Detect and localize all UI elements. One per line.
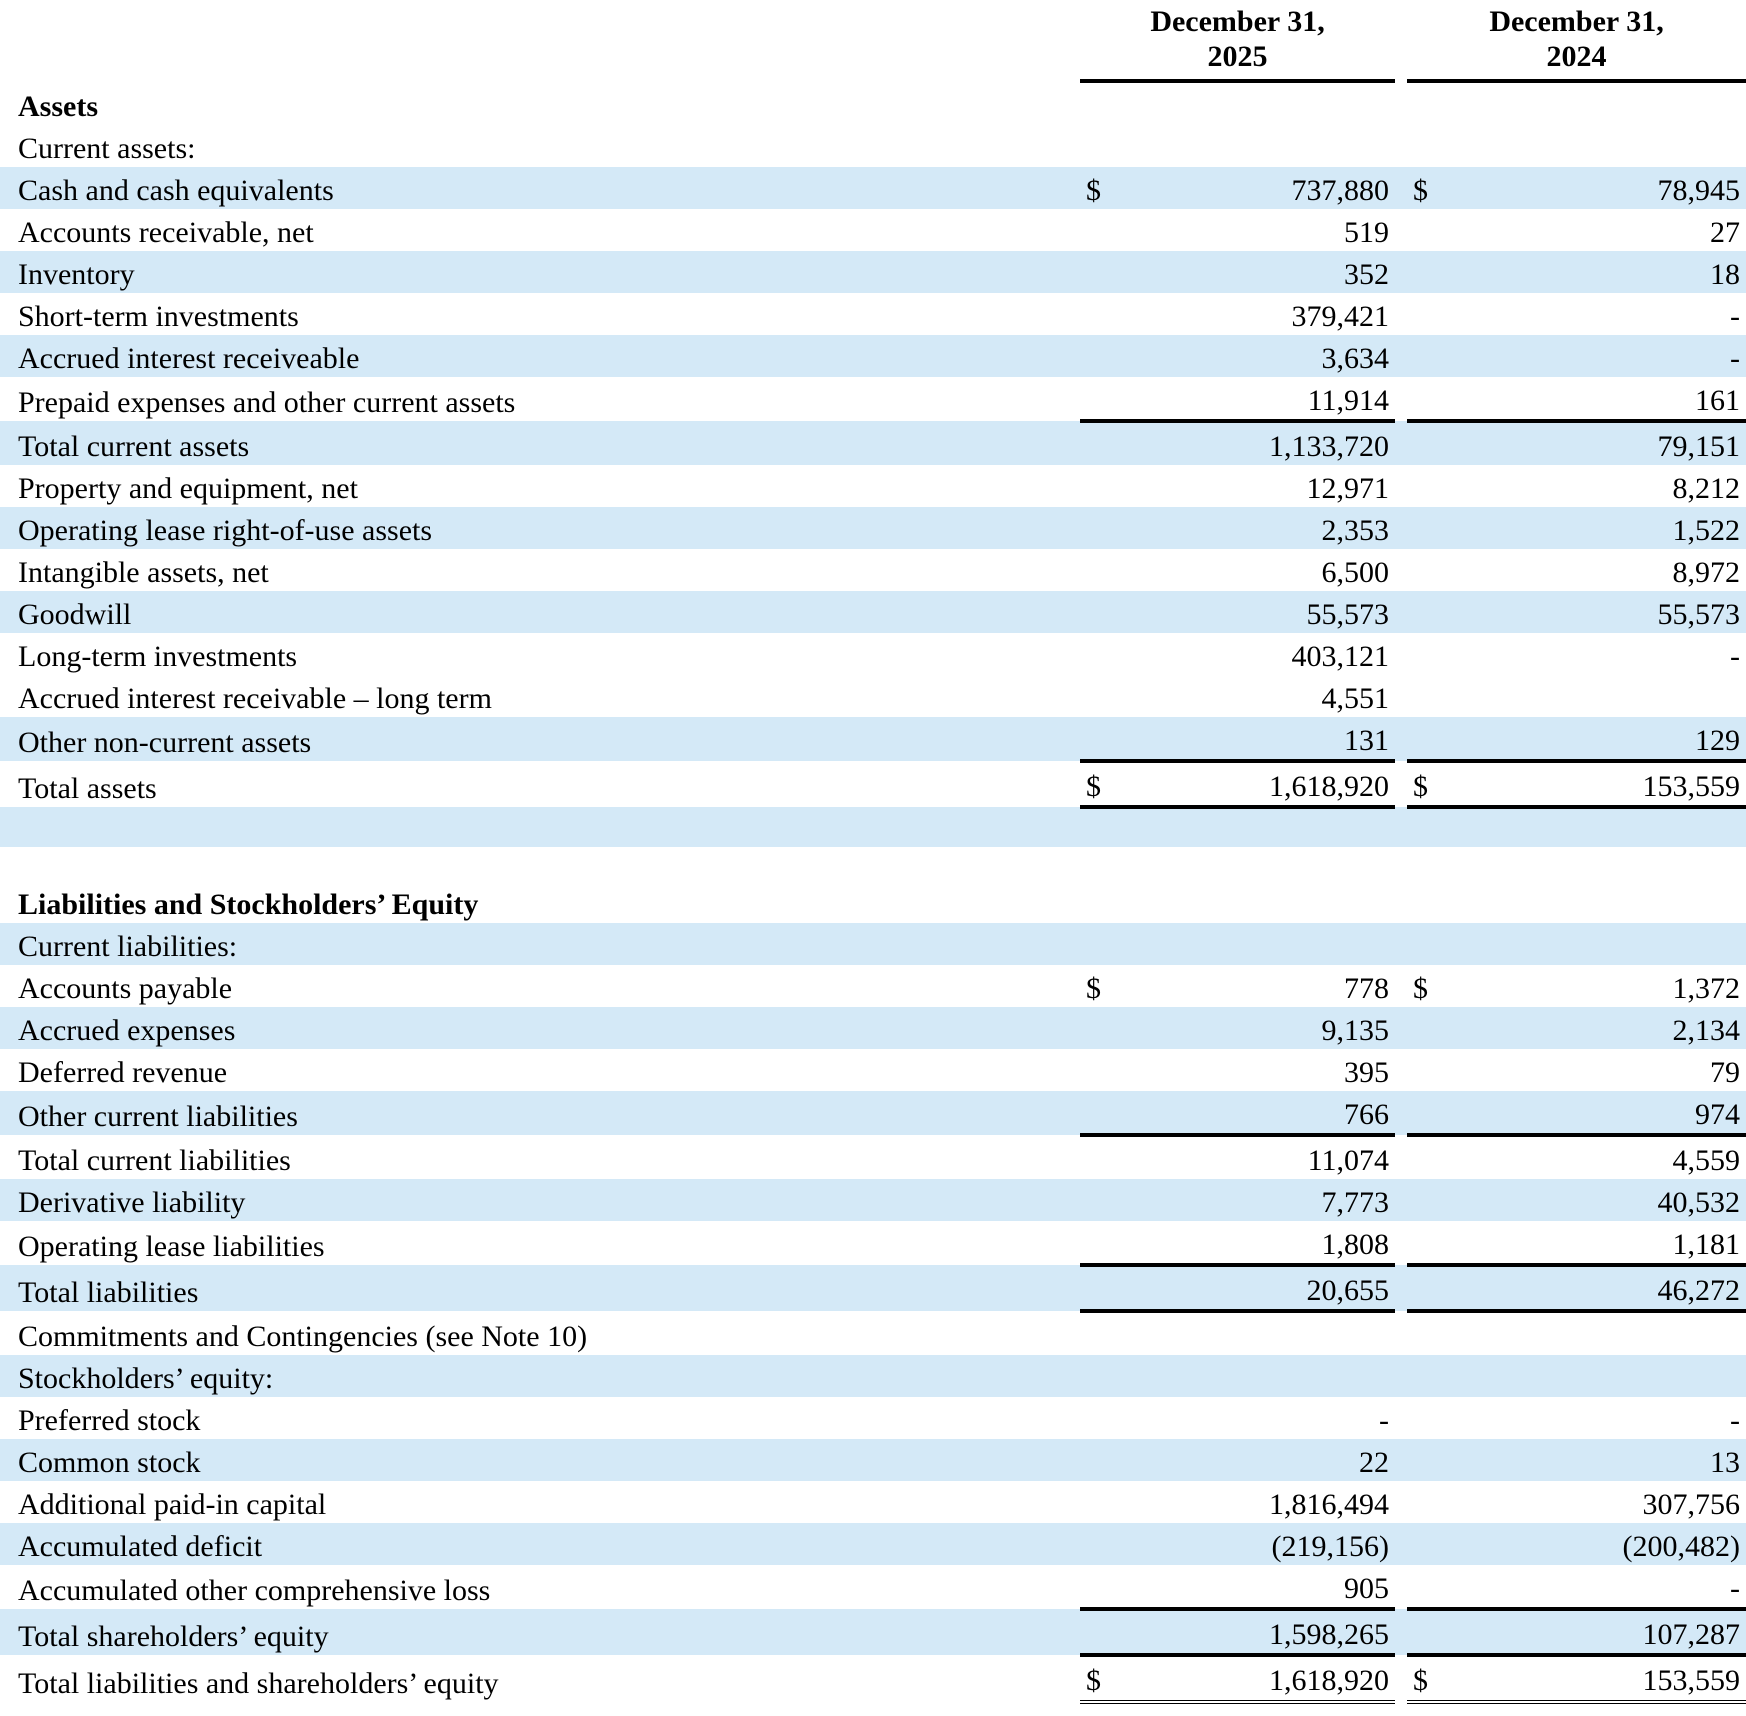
cell-empty: [1467, 923, 1746, 965]
cell-empty: [1407, 807, 1467, 847]
row-value-2025-goodwill: 55,573: [1140, 591, 1395, 633]
row-label-prepaid: Prepaid expenses and other current assets: [18, 385, 516, 419]
row-label-operating-lease-liabilities: Operating lease liabilities: [18, 1229, 325, 1263]
cell-gap: [1395, 1481, 1407, 1523]
cell-empty: [1467, 847, 1746, 881]
cell-gap: [1395, 1397, 1407, 1439]
column-header-2025: [1080, 0, 1395, 81]
row-currency-2024-deferred-revenue: [1407, 1049, 1467, 1091]
row-currency-2025-total-current-assets: [1080, 421, 1140, 465]
cell-gap: [1395, 1311, 1407, 1355]
cell-empty: [1080, 1355, 1140, 1397]
row-currency-2025-lti: [1080, 633, 1140, 675]
row-value-2025-aocl: 905: [1140, 1565, 1395, 1609]
table-row: [0, 1221, 1746, 1265]
row-value-2024-total-current-assets: 79,151: [1467, 421, 1746, 465]
row-value-2025-ar: 519: [1344, 215, 1389, 249]
row-value-2025-other-current-liabilities: 766: [1140, 1091, 1395, 1135]
row-label-intangible: Intangible assets, net: [18, 555, 269, 589]
row-label-other-current-liabilities: Other current liabilities: [0, 1091, 1080, 1135]
cell-gap: [1395, 251, 1407, 293]
row-value-2024-derivative-liability: 40,532: [1467, 1179, 1746, 1221]
cell-gap: [1395, 847, 1407, 881]
row-currency-2025-ppe: [1080, 465, 1140, 507]
row-value-2024-total-liabilities-and-equity: 153,559: [1467, 1655, 1746, 1702]
subsection-heading-stockholders-equity-row: [0, 1355, 1746, 1397]
spacer-row: [0, 807, 1746, 847]
subsection-heading-current-assets: Current assets:: [18, 131, 196, 165]
row-value-2025-preferred-stock: -: [1379, 1403, 1389, 1437]
row-label-ap: Accounts payable: [18, 971, 233, 1005]
row-currency-2024-accrued-expenses: [1407, 1007, 1467, 1049]
row-currency-2025-total-liabilities-and-equity: $: [1080, 1655, 1140, 1702]
row-label-total-liabilities-and-equity: Total liabilities and shareholders’ equity: [18, 1666, 499, 1700]
row-currency-2025-other-current-liabilities: [1080, 1091, 1140, 1135]
cell-empty: [1407, 847, 1467, 881]
cell-gap: [1395, 125, 1407, 167]
table-row: [0, 507, 1746, 549]
cell-empty: [1140, 125, 1395, 167]
table-row: [0, 549, 1746, 591]
cell-empty: [1467, 81, 1746, 125]
row-label-aocl: Accumulated other comprehensive loss: [18, 1573, 491, 1607]
row-currency-2025-aocl: [1080, 1565, 1140, 1609]
row-label-other-noncurrent: Other non-current assets: [0, 717, 1080, 761]
row-value-2025-accumulated-deficit: (219,156): [1140, 1523, 1395, 1565]
row-label-accrued-expenses: Accrued expenses: [0, 1007, 1080, 1049]
cell-empty: [1407, 125, 1467, 167]
row-value-2025-common-stock: 22: [1140, 1439, 1395, 1481]
row-label-total-current-assets: Total current assets: [0, 421, 1080, 465]
row-currency-2025-total-current-liabilities: [1080, 1135, 1140, 1179]
row-value-2024-other-noncurrent: 129: [1467, 717, 1746, 761]
table-row: [0, 965, 1746, 1007]
cell-gap: [1395, 549, 1407, 591]
header-2025-line2: 2025: [1207, 40, 1268, 74]
row-value-2025-prepaid: 11,914: [1140, 377, 1395, 421]
cell-gap: [1395, 1049, 1407, 1091]
cell-empty: [1080, 847, 1140, 881]
row-label-rou: Operating lease right-of-use assets: [0, 507, 1080, 549]
cell-empty: [1080, 807, 1140, 847]
row-value-2024-operating-lease-liabilities: 1,181: [1467, 1221, 1746, 1265]
cell-empty: [0, 807, 1080, 847]
table-row: [0, 167, 1746, 209]
row-value-2025-cash: 737,880: [1140, 167, 1395, 209]
section-heading-assets: Assets: [18, 89, 98, 123]
row-value-2024-preferred-stock: -: [1730, 1403, 1740, 1437]
subtotal-row-total-liabilities: [0, 1265, 1746, 1311]
row-value-2024-accrued-interest-lt: [1467, 675, 1746, 717]
subsection-heading-current-liabilities: Current liabilities:: [0, 923, 1080, 965]
table-row: [0, 675, 1746, 717]
subsection-heading-current-liabilities-row: [0, 923, 1746, 965]
row-value-2025-total-liabilities-and-equity: 1,618,920: [1140, 1655, 1395, 1702]
row-value-2024-cash: 78,945: [1467, 167, 1746, 209]
cell-gap: [1395, 1091, 1407, 1135]
table-row: [0, 293, 1746, 335]
row-label-accrued-interest: Accrued interest receiveable: [0, 335, 1080, 377]
cell-gap: [1395, 377, 1407, 421]
table-row: [0, 1523, 1746, 1565]
cell-empty: [1407, 1355, 1467, 1397]
column-header-2024: [1407, 0, 1746, 81]
row-value-2025-total-current-assets: 1,133,720: [1140, 421, 1395, 465]
cell-empty: [1080, 923, 1140, 965]
row-currency-2025-common-stock: [1080, 1439, 1140, 1481]
row-value-2024-accrued-expenses: 2,134: [1467, 1007, 1746, 1049]
table-row: [0, 1565, 1746, 1609]
row-value-2025-ppe: 12,971: [1306, 471, 1389, 505]
cell-gap: [1395, 465, 1407, 507]
row-currency-2024-inventory: [1407, 251, 1467, 293]
row-currency-2025-total-shareholders-equity: [1080, 1609, 1140, 1655]
row-value-2025-sti: 379,421: [1291, 299, 1389, 333]
row-value-2025-rou: 2,353: [1140, 507, 1395, 549]
cell-empty: [1140, 881, 1395, 923]
table-row: [0, 465, 1746, 507]
grand-total-row: [0, 1655, 1746, 1702]
row-currency-2024-lti: [1407, 633, 1467, 675]
row-value-2024-total-liabilities: 46,272: [1467, 1265, 1746, 1311]
row-currency-2025-accrued-interest-lt: [1080, 675, 1140, 717]
row-value-2024-accumulated-deficit: (200,482): [1467, 1523, 1746, 1565]
row-value-2024-goodwill: 55,573: [1467, 591, 1746, 633]
row-currency-2024-goodwill: [1407, 591, 1467, 633]
row-label-preferred-stock: Preferred stock: [18, 1403, 201, 1437]
cell-empty: [0, 847, 1080, 881]
row-value-2024-aocl: -: [1467, 1565, 1746, 1609]
row-value-2024-total-assets: 153,559: [1467, 761, 1746, 807]
row-value-2024-rou: 1,522: [1467, 507, 1746, 549]
table-row: [0, 1091, 1746, 1135]
cell-gap: [1395, 1523, 1407, 1565]
cell-empty: [1467, 125, 1746, 167]
header-2024-line1: December 31,: [1489, 5, 1664, 38]
cell-gap: [1395, 1609, 1407, 1655]
subtotal-row-total-shareholders-equity: [0, 1609, 1746, 1655]
cell-empty: [1467, 1311, 1746, 1355]
row-value-2025-total-liabilities: 20,655: [1140, 1265, 1395, 1311]
row-currency-2024-total-current-liabilities: [1407, 1135, 1467, 1179]
row-currency-2025-goodwill: [1080, 591, 1140, 633]
cell-gap: [1395, 1265, 1407, 1311]
row-value-2025-operating-lease-liabilities: 1,808: [1140, 1221, 1395, 1265]
row-label-total-current-liabilities: Total current liabilities: [18, 1143, 291, 1177]
row-currency-2025-total-liabilities: [1080, 1265, 1140, 1311]
row-currency-2025-ar: [1080, 209, 1140, 251]
row-label-deferred-revenue: Deferred revenue: [18, 1055, 228, 1089]
row-currency-2025-other-noncurrent: [1080, 717, 1140, 761]
row-label-ppe: Property and equipment, net: [18, 471, 358, 505]
row-currency-2025-accumulated-deficit: [1080, 1523, 1140, 1565]
row-value-2025-total-current-liabilities: 11,074: [1307, 1143, 1389, 1177]
row-currency-2025-intangible: [1080, 549, 1140, 591]
cell-gap: [1395, 1007, 1407, 1049]
row-value-2024-total-current-liabilities: 4,559: [1672, 1143, 1740, 1177]
row-label-ar: Accounts receivable, net: [18, 215, 314, 249]
row-currency-2025-preferred-stock: [1080, 1397, 1140, 1439]
header-2025-line1: December 31,: [1150, 5, 1325, 38]
row-value-2025-inventory: 352: [1140, 251, 1395, 293]
row-value-2024-total-shareholders-equity: 107,287: [1467, 1609, 1746, 1655]
cell-gap: [1395, 421, 1407, 465]
row-currency-2024-cash: $: [1407, 167, 1467, 209]
cell-empty: [1467, 881, 1746, 923]
row-currency-2024-accrued-interest: [1407, 335, 1467, 377]
table-row: [0, 717, 1746, 761]
row-value-2025-other-noncurrent: 131: [1140, 717, 1395, 761]
cell-gap: [1395, 1565, 1407, 1609]
header-2024-line2: 2024: [1546, 40, 1607, 74]
row-currency-2025-rou: [1080, 507, 1140, 549]
row-currency-2024-ppe: [1407, 465, 1467, 507]
cell-gap: [1395, 1179, 1407, 1221]
table-row: [0, 1481, 1746, 1523]
table-row: [0, 1439, 1746, 1481]
row-value-2024-intangible: 8,972: [1672, 555, 1740, 589]
row-currency-2024-total-liabilities: [1407, 1265, 1467, 1311]
row-currency-2024-preferred-stock: [1407, 1397, 1467, 1439]
row-value-2024-common-stock: 13: [1467, 1439, 1746, 1481]
cell-empty: [1140, 1355, 1395, 1397]
row-value-2024-ap: 1,372: [1672, 971, 1740, 1005]
row-value-2024-sti: -: [1730, 299, 1740, 333]
row-currency-2024-total-shareholders-equity: [1407, 1609, 1467, 1655]
row-value-2024-accrued-interest: -: [1467, 335, 1746, 377]
row-currency-2024-sti: [1407, 293, 1467, 335]
row-currency-2024-total-liabilities-and-equity: $: [1407, 1655, 1467, 1702]
row-currency-2024-aocl: [1407, 1565, 1467, 1609]
cell-empty: [1140, 1311, 1395, 1355]
row-currency-2024-rou: [1407, 507, 1467, 549]
subtotal-row-total-current-liabilities: [0, 1135, 1746, 1179]
row-label-apic: Additional paid-in capital: [18, 1487, 327, 1521]
row-currency-2024-apic: [1407, 1481, 1467, 1523]
table-row: [0, 377, 1746, 421]
cell-empty: [1407, 923, 1467, 965]
row-label-total-liabilities: Total liabilities: [0, 1265, 1080, 1311]
row-value-2024-inventory: 18: [1467, 251, 1746, 293]
cell-gap: [1395, 807, 1407, 847]
table-header-row: [0, 0, 1746, 81]
row-currency-2025-prepaid: [1080, 377, 1140, 421]
row-label-accumulated-deficit: Accumulated deficit: [0, 1523, 1080, 1565]
cell-empty: [1467, 1355, 1746, 1397]
row-label-total-assets: Total assets: [18, 771, 157, 805]
cell-gap: [1395, 965, 1407, 1007]
cell-gap: [1395, 1439, 1407, 1481]
row-currency-2024-accrued-interest-lt: [1407, 675, 1467, 717]
cell-gap: [1395, 81, 1407, 125]
cell-gap: [1395, 717, 1407, 761]
row-currency-2025-accrued-interest: [1080, 335, 1140, 377]
cell-gap: [1395, 209, 1407, 251]
cell-empty: [1140, 81, 1395, 125]
cell-gap: [1395, 167, 1407, 209]
row-currency-2024-common-stock: [1407, 1439, 1467, 1481]
section-heading-liabilities: Liabilities and Stockholders’ Equity: [18, 887, 479, 921]
row-value-2024-other-current-liabilities: 974: [1467, 1091, 1746, 1135]
cell-empty: [1080, 125, 1140, 167]
table-row: [0, 251, 1746, 293]
cell-empty: [1140, 807, 1395, 847]
row-value-2025-deferred-revenue: 395: [1344, 1055, 1389, 1089]
row-currency-2024-other-current-liabilities: [1407, 1091, 1467, 1135]
table-row: [0, 1179, 1746, 1221]
section-heading-liabilities-row: [0, 881, 1746, 923]
commitments-row: [0, 1311, 1746, 1355]
row-currency-2024-total-current-assets: [1407, 421, 1467, 465]
table-row: [0, 591, 1746, 633]
subsection-heading-current-assets-row: [0, 125, 1746, 167]
row-currency-2024-ar: [1407, 209, 1467, 251]
row-currency-2025-cash: $: [1080, 167, 1140, 209]
cell-empty: [1407, 81, 1467, 125]
row-label-derivative-liability: Derivative liability: [0, 1179, 1080, 1221]
cell-gap: [1395, 335, 1407, 377]
row-currency-2025-derivative-liability: [1080, 1179, 1140, 1221]
cell-gap: [1395, 675, 1407, 717]
row-value-2025-accrued-interest-lt: 4,551: [1321, 681, 1389, 715]
row-label-goodwill: Goodwill: [0, 591, 1080, 633]
row-currency-2025-deferred-revenue: [1080, 1049, 1140, 1091]
cell-gap: [1395, 1221, 1407, 1265]
row-currency-2025-inventory: [1080, 251, 1140, 293]
row-currency-2025-accrued-expenses: [1080, 1007, 1140, 1049]
table-row: [0, 335, 1746, 377]
row-label-inventory: Inventory: [0, 251, 1080, 293]
cell-empty: [1467, 807, 1746, 847]
row-value-2025-apic: 1,816,494: [1269, 1487, 1389, 1521]
row-label-sti: Short-term investments: [18, 299, 299, 333]
row-currency-2024-other-noncurrent: [1407, 717, 1467, 761]
cell-gap: [1395, 1135, 1407, 1179]
row-value-2024-apic: 307,756: [1642, 1487, 1740, 1521]
subsection-heading-stockholders-equity: Stockholders’ equity:: [0, 1355, 1080, 1397]
row-value-2024-ppe: 8,212: [1672, 471, 1740, 505]
row-value-2024-deferred-revenue: 79: [1710, 1055, 1740, 1089]
row-currency-2024-derivative-liability: [1407, 1179, 1467, 1221]
row-label-cash: Cash and cash equivalents: [0, 167, 1080, 209]
row-value-2025-derivative-liability: 7,773: [1140, 1179, 1395, 1221]
cell-gap: [1395, 1355, 1407, 1397]
row-value-2025-accrued-interest: 3,634: [1140, 335, 1395, 377]
row-label-common-stock: Common stock: [0, 1439, 1080, 1481]
table-row: [0, 1397, 1746, 1439]
row-value-2025-accrued-expenses: 9,135: [1140, 1007, 1395, 1049]
header-spacer: [0, 0, 1080, 81]
row-value-2024-lti: -: [1730, 639, 1740, 673]
row-currency-2025-apic: [1080, 1481, 1140, 1523]
cell-gap: [1395, 881, 1407, 923]
row-value-2025-total-assets: 1,618,920: [1140, 761, 1395, 807]
table-row: [0, 1007, 1746, 1049]
row-currency-2024-total-assets: $: [1407, 761, 1467, 807]
row-label-total-shareholders-equity: Total shareholders’ equity: [0, 1609, 1080, 1655]
row-value-2025-ap: 778: [1344, 971, 1389, 1005]
row-value-2025-total-shareholders-equity: 1,598,265: [1140, 1609, 1395, 1655]
table-row: [0, 209, 1746, 251]
header-gap: [1395, 0, 1407, 81]
cell-empty: [1080, 1311, 1140, 1355]
row-label-commitments: Commitments and Contingencies (see Note 10): [18, 1319, 588, 1353]
section-heading-assets-row: [0, 81, 1746, 125]
cell-gap: [1395, 1655, 1407, 1702]
cell-empty: [1140, 923, 1395, 965]
row-currency-2024-prepaid: [1407, 377, 1467, 421]
cell-empty: [1080, 81, 1140, 125]
table-row: [0, 1049, 1746, 1091]
row-label-lti: Long-term investments: [18, 639, 298, 673]
spacer-row: [0, 847, 1746, 881]
cell-empty: [1080, 881, 1140, 923]
subtotal-row-total-current-assets: [0, 421, 1746, 465]
row-currency-2025-total-assets: $: [1080, 761, 1140, 807]
row-currency-2024-intangible: [1407, 549, 1467, 591]
cell-empty: [1407, 1311, 1467, 1355]
total-row-total-assets: [0, 761, 1746, 807]
cell-gap: [1395, 591, 1407, 633]
row-currency-2024-ap: $: [1413, 971, 1428, 1005]
row-value-2024-prepaid: 161: [1467, 377, 1746, 421]
cell-empty: [1407, 881, 1467, 923]
cell-gap: [1395, 633, 1407, 675]
cell-gap: [1395, 923, 1407, 965]
cell-empty: [1140, 847, 1395, 881]
cell-gap: [1395, 507, 1407, 549]
row-value-2024-ar: 27: [1710, 215, 1740, 249]
row-currency-2025-ap: $: [1086, 971, 1101, 1005]
row-currency-2025-operating-lease-liabilities: [1080, 1221, 1140, 1265]
table-row: [0, 633, 1746, 675]
row-currency-2025-sti: [1080, 293, 1140, 335]
cell-gap: [1395, 761, 1407, 807]
row-label-accrued-interest-lt: Accrued interest receivable – long term: [18, 681, 492, 715]
row-currency-2024-accumulated-deficit: [1407, 1523, 1467, 1565]
row-value-2025-lti: 403,121: [1291, 639, 1389, 673]
cell-gap: [1395, 293, 1407, 335]
row-currency-2024-operating-lease-liabilities: [1407, 1221, 1467, 1265]
row-value-2025-intangible: 6,500: [1321, 555, 1389, 589]
